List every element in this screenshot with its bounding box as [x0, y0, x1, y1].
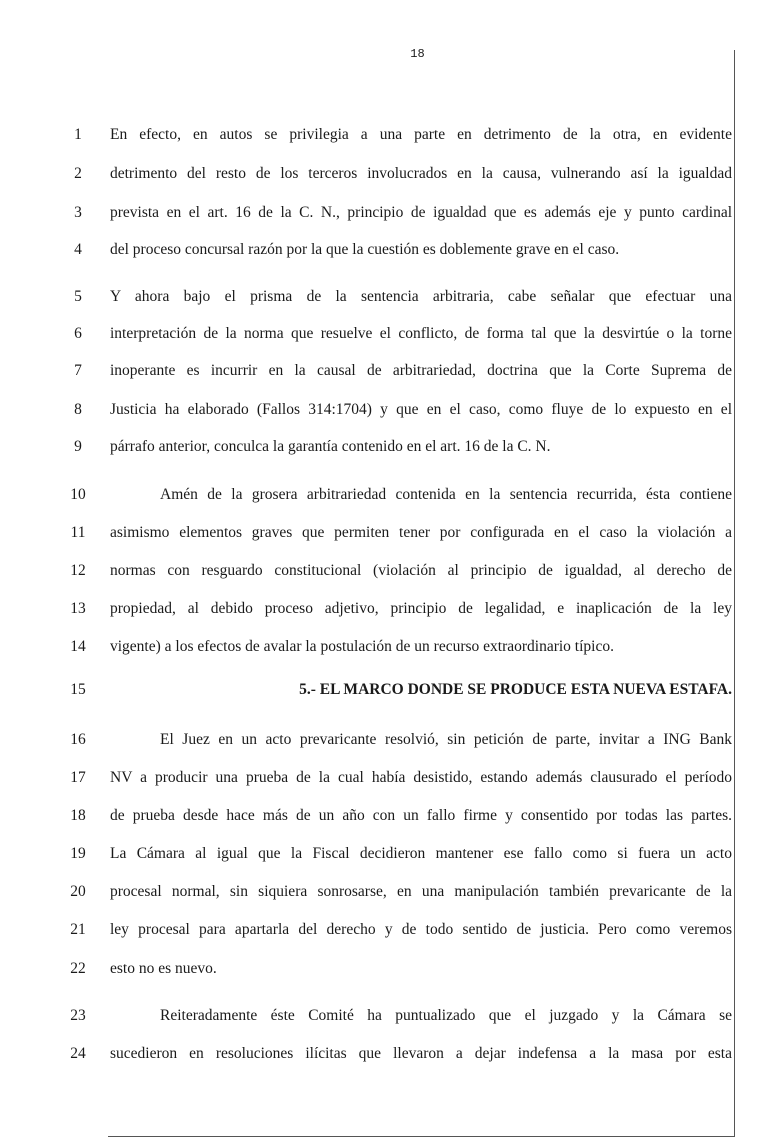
line-number: 11 [70, 524, 86, 541]
text-line: procesal normal, sin siquiera sonrosarse, en una manipulación también prevaricante de la [110, 883, 732, 900]
line-number: 18 [70, 807, 86, 824]
line-number: 17 [70, 769, 86, 786]
text-line: Justicia ha elaborado (Fallos 314:1704) y que en el caso, como fluye de lo expuesto en el [110, 401, 732, 418]
text-line: El Juez en un acto prevaricante resolvió, sin petición de parte, invitar a ING Bank [160, 731, 732, 748]
line-number: 7 [74, 362, 82, 379]
text-line: Amén de la grosera arbitrariedad contenida en la sentencia recurrida, ésta contiene [160, 486, 732, 503]
line-number: 10 [70, 486, 86, 503]
text-line: de prueba desde hace más de un año con un fallo firme y consentido por todas las partes. [110, 807, 732, 824]
text-line: propiedad, al debido proceso adjetivo, principio de legalidad, e inaplicación de la ley [110, 600, 732, 617]
text-line: ley procesal para apartarla del derecho y de todo sentido de justicia. Pero como veremos [110, 921, 732, 938]
section-heading: 5.- EL MARCO DONDE SE PRODUCE ESTA NUEVA ESTAFA. [299, 681, 732, 698]
line-number: 1 [74, 126, 82, 143]
text-line: NV a producir una prueba de la cual había desistido, estando además clausurado el período [110, 769, 732, 786]
text-line: vigente) a los efectos de avalar la postulación de un recurso extraordinario típico. [110, 638, 614, 655]
right-margin-rule [734, 50, 735, 1136]
text-line: Y ahora bajo el prisma de la sentencia arbitraria, cabe señalar que efectuar una [110, 288, 732, 305]
page-number: 18 [410, 47, 425, 61]
line-number: 15 [70, 681, 86, 698]
line-number: 5 [74, 288, 82, 305]
line-number: 12 [70, 562, 86, 579]
text-line: inoperante es incurrir en la causal de arbitrariedad, doctrina que la Corte Suprema de [110, 362, 732, 379]
text-line: En efecto, en autos se privilegia a una parte en detrimento de la otra, en evidente [110, 126, 732, 143]
line-number: 20 [70, 883, 86, 900]
line-number: 19 [70, 845, 86, 862]
text-line: asimismo elementos graves que permiten tener por configurada en el caso la violación a [110, 524, 732, 541]
line-number: 24 [70, 1045, 86, 1062]
text-line: La Cámara al igual que la Fiscal decidieron mantener ese fallo como si fuera un acto [110, 845, 732, 862]
text-line: párrafo anterior, conculca la garantía contenido en el art. 16 de la C. N. [110, 438, 551, 455]
line-number: 23 [70, 1007, 86, 1024]
line-number: 13 [70, 600, 86, 617]
line-number: 22 [70, 960, 86, 977]
line-number: 21 [70, 921, 86, 938]
text-line: del proceso concursal razón por la que la cuestión es doblemente grave en el caso. [110, 241, 620, 258]
line-number: 9 [74, 438, 82, 455]
line-number: 2 [74, 165, 82, 182]
line-number: 3 [74, 204, 82, 221]
text-line: esto no es nuevo. [110, 960, 217, 977]
text-line: sucedieron en resoluciones ilícitas que llevaron a dejar indefensa a la masa por esta [110, 1045, 732, 1062]
line-number: 14 [70, 638, 86, 655]
line-number: 8 [74, 401, 82, 418]
line-number: 16 [70, 731, 86, 748]
text-line: interpretación de la norma que resuelve el conflicto, de forma tal que la desvirtúe o la torne [110, 325, 732, 342]
text-line: prevista en el art. 16 de la C. N., principio de igualdad que es además eje y punto cardinal [110, 204, 732, 221]
line-number: 6 [74, 325, 82, 342]
bottom-footer-rule [108, 1136, 735, 1137]
line-number: 4 [74, 241, 82, 258]
text-line: normas con resguardo constitucional (violación al principio de igualdad, al derecho de [110, 562, 732, 579]
text-line: Reiteradamente éste Comité ha puntualizado que el juzgado y la Cámara se [160, 1007, 732, 1024]
text-line: detrimento del resto de los terceros involucrados en la causa, vulnerando así la igualdad [110, 165, 732, 182]
